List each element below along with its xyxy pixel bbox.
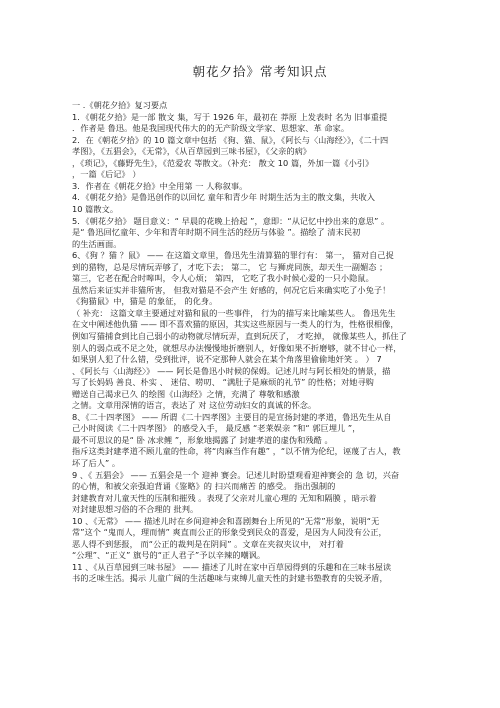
- text-line: 10 篇散文。: [72, 203, 119, 214]
- text-line: 6、《狗 ？猫 ？鼠》 —— 在这篇文章里，鲁迅先生清算猫的罪行有： 第一， 猫对自己捉: [72, 250, 394, 261]
- text-line: ，一篇《后记》 ）: [72, 169, 141, 180]
- text-line: 3．作者在《朝花夕拾》中全用第 一 人称叙事。: [72, 180, 248, 191]
- text-line: 第三，它老在配合时嗥叫，令人心烦； 第四， 它吃了我小时候心爱的一只小隐鼠。: [72, 273, 374, 284]
- text-line: 虽然后来证实并非猫所害， 但我对猫是不会产生 好感的，何况它后来确实吃了小兔子！: [72, 284, 391, 295]
- text-line: 11 、《从百草园到三味书屋》 —— 描述了儿时在家中百草园得到的乐趣和在三味书屋读: [72, 561, 392, 572]
- text-line: 常”这个 “鬼而人，理而情” 爽直而公正的形象受到民众的喜爱，是因为人间没有公正，: [72, 527, 387, 538]
- text-line: 对封建思想习俗的不合理的 批判。: [72, 504, 199, 515]
- text-line: 书的乏味生活。揭示 儿童广阔的生活趣味与束缚儿童天性的封建书塾教育的尖锐矛盾，: [72, 573, 388, 584]
- text-line: 别人的弱点或不足之处，就想尽办法慢慢地折磨别人，好像如果不折磨够，就不甘心一样，: [72, 342, 402, 353]
- text-line: 5．《朝花夕拾》 题目意义：“ 早晨的花晚上拾起 ”，意即：“从记忆中抄出来的意思” 。: [72, 215, 390, 226]
- text-line: 到的猎物，总是尽情玩弄够了，才吃下去； 第二， 它 与狮虎同族，却天生一副媚态 ；: [72, 261, 388, 272]
- text-line: 10 、《无常》 —— 描述儿时在乡间迎神会和喜剧舞台上所见的“无常”形象，说明“无: [72, 515, 380, 526]
- text-line: 最不可思议的是“ 卧 冰求鲤 ”，形象地揭露了 封建孝道的虚伪和残酷 。: [72, 434, 333, 445]
- text-line: 的心情，和被父亲强迫背诵《鉴略》的 扫兴而痛苦 的感受。 指出强制的: [72, 481, 336, 492]
- text-line: 、《阿长与〈山海经〉》 —— 阿长是鲁迅小时候的保姆。记述儿时与阿长相处的情景，描: [72, 365, 391, 376]
- text-line: 《狗猫鼠》中，猫是 的象征， 的化身。: [72, 296, 218, 307]
- text-line: 之情。文章用深情的语言，表达了 对 这位劳动妇女的真诚的怀念。: [72, 400, 317, 411]
- text-line: 9 、《 五猖会》 —— 五猖会是一个 迎神 赛会。记述儿时盼望观看迎神赛会的 急 切，兴奋: [72, 469, 400, 480]
- text-line: 2．在《朝花夕拾》的 10 篇文章中包括 《狗、猫、鼠》，《阿长与〈山海经〉》，《二十四: [72, 134, 389, 145]
- text-line: ．作者是 鲁迅。他是我国现代伟大的的无产阶级文学家、思想家、革 命家。: [72, 123, 350, 134]
- text-line: 例如写猫捕食到比自己弱小的动物就尽情玩弄，直到玩厌了， 才吃掉， 就像某些人，抓住了: [72, 330, 407, 341]
- section-heading: 一 .《朝花夕拾》复习要点: [72, 100, 168, 110]
- text-line: 写了长妈妈 善良、朴实 、 迷信、唠叨、 “满肚子是麻烦的礼节” 的性格；对她寻购: [72, 377, 374, 388]
- text-line: ，《琐记》，《藤野先生》，《范爱农 等散文。（补充： 散文 10 篇，外加一篇《小引》: [72, 157, 374, 168]
- text-line: 4．《朝花夕拾》是鲁迅创作的以回忆 童年和青少年 时期生活为主的散文集，共收入: [72, 192, 376, 203]
- body-text: [72, 112, 448, 585]
- document-title: 朝花夕拾》常考知识点: [192, 64, 328, 79]
- text-line: 1．《朝花夕拾》是一部 散文 集，写于 1926 年，最初在 莽原 上发表时 名为 旧事重提: [72, 111, 388, 122]
- text-line: 如果别人犯了什么错，受到批评，说不定那种人就会在某个角落里偷偷地奸笑 。 ） 7: [72, 354, 382, 365]
- text-line: （ 补充： 这篇文章主要通过对猫和鼠的一些事件， 行为的描写来比喻某些人。 鲁迅先生: [72, 307, 396, 318]
- text-line: 封建教育对儿童天性的压制和摧残 。表现了父亲对儿童心理的 无知和隔膜 ，暗示着: [72, 492, 377, 503]
- text-line: 是“ 鲁迅回忆童年、少年和青年时期不同生活的经历与体验 ”。描绘了 清末民初: [72, 227, 361, 238]
- text-line: “公理”、“正义” 旗号的“正人君子”予以辛辣的嘲讽。: [72, 550, 266, 561]
- text-line: 孝图》，《五猖会》，《无常》，《从百草园到三味书屋》，《父亲的病》: [72, 146, 312, 157]
- text-line: 8、《二十四孝图》 —— 所谓《二十四孝图》主要目的是宣扬封建的孝道，鲁迅先生从自: [72, 411, 392, 422]
- text-line: 指斥这类封建孝道不顾儿童的性命，将“肉麻当作有趣” ，“以不情为伦纪，诬蔑了古人，教: [72, 446, 401, 457]
- text-line: 在文中阐述他仇猫 —— 即不喜欢猫的原因，其实这些原因与一类人的行为，性格很相像，: [72, 319, 399, 330]
- text-line: 己小时阅读《二十四孝图》 的感受入手， 最反感 “老莱娱亲 ”和“ 郭巨埋儿 ”，: [72, 423, 361, 434]
- text-line: 坏了后人” 。: [72, 458, 121, 468]
- text-line: 恶人得不到惩报， 而“公正的裁判是在阴间” 。文章在夹叙夹议中， 对打着: [72, 538, 344, 549]
- text-line: 赠送自己渴求已久 的绘图《山海经》之情，充满了 尊敬和感激: [72, 388, 300, 399]
- text-line: 的生活画面。: [72, 238, 122, 249]
